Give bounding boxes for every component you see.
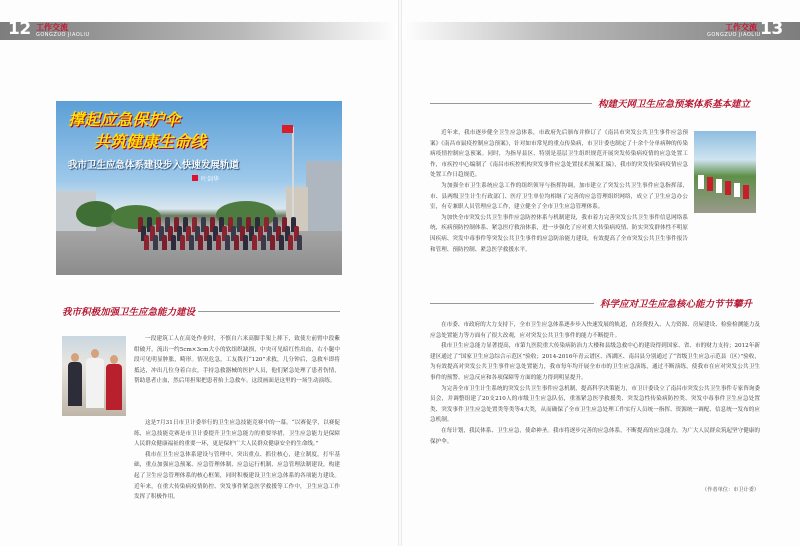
- right-top-article-heading: 构建天网卫生应急预案体系基本建立: [598, 99, 751, 110]
- hero-title-line1: 撑起应急保护伞: [68, 110, 181, 129]
- left-paragraph: 我市在卫生应急体系建设与管理中，突出重点、抓住核心，建立制度，打牢基础，重点加强应急预案、应急管理体制、应急运行机制、应急管理法制建设，构建起了卫生应急管理体系的核心框架，同时积极建设卫生应急体系的各项能力建设。近年来，在重大传染病疫情防控、突发事件紧急医学救援等工作中，卫生应急工作发挥了积极作用。: [134, 451, 340, 501]
- right-bottom-paragraph: 我市卫生应急能力显著提高，市第九医院重大传染病防治力大楼和县级急救中心的建设得到国家、省、市的财力支持；2012年新建区通过了“国家卫生应急综合示范区”验收；2014-2016年青云谱区、西湖区、南昌县分别通过了“省级卫生应急示范县（区）”验收，为有效提高对突发公共卫生事件应急处置能力，我市每年均开展全市市的卫生应急演练，通过不断演练，使我市在应对突发公共卫生事件的预警、应急反应和各项保障等方面的能力得到明显提升。: [430, 343, 760, 381]
- photo-figure: [86, 358, 104, 408]
- left-section-title: 工作交流: [36, 23, 68, 32]
- hero-crowd-person: [252, 235, 257, 250]
- page-gutter: [398, 0, 402, 546]
- hero-crowd-person: [261, 235, 266, 250]
- right-page-number: 13: [760, 19, 783, 39]
- photo-figure-head: [91, 349, 99, 358]
- left-article-heading: 我市积极加强卫生应急能力建设: [62, 307, 196, 318]
- hero-crowd-person: [243, 235, 248, 250]
- hero-crowd-person: [189, 235, 194, 250]
- hero-crowd-person: [270, 235, 275, 250]
- photo-figure: [68, 362, 82, 406]
- photo-figure: [698, 175, 704, 189]
- right-top-paragraph: 近年来，我市逐步健全卫生应急体系，市政府先后颁布并修订了《南昌市突发公共卫生事件应急预案》《南昌市鼠疫控制应急预案》，针对如市常见的重点传染病，市卫计委也制定了十余个分单病种的传染病疫情控制应急预案。同时，为指导县区、特别是基层卫生组织规范开展突发传染病疫情的应急处置工作，市疾控中心编制了《南昌市疾控机构突发事件应急处置技术预案汇编》，我市的突发传染病疫情应急处置工作日趋规范。: [430, 130, 688, 179]
- hero-flagpole: [292, 127, 294, 219]
- right-top-paragraph: 为加强全市卫生系统应急工作的组织领导与指挥协调，加市建立了突发公共卫生事件应急指挥部，市、县两级卫生计生行政部门、医疗卫生单位均相继了完善的应急管理组织网络，成立了卫生应急办公室，有专兼职人员管理应急工作，建立健全了全市卫生应急管理体系。: [430, 182, 688, 211]
- photo-figure-head: [110, 355, 118, 364]
- left-article-body-cont: [134, 418, 340, 503]
- article-author-credit: （作者单位：市卫计委）: [702, 487, 760, 493]
- right-bottom-article-heading: 科学应对卫生应急核心能力节节攀升: [600, 299, 753, 310]
- hero-photo: [56, 101, 342, 275]
- right-bottom-article-body: [430, 320, 760, 447]
- hero-flag: [282, 125, 293, 133]
- hero-crowd-person: [144, 235, 149, 250]
- hero-title-line2: 共筑健康生命线: [94, 132, 207, 151]
- hero-crowd-person: [198, 235, 203, 250]
- right-section-pinyin: GONGZUO JIAOLIU: [707, 32, 761, 38]
- hero-crowd-person: [207, 235, 212, 250]
- hero-crowd-person: [225, 235, 230, 250]
- hero-credit: 叶剑华: [201, 176, 220, 183]
- photo-figure: [106, 364, 122, 410]
- hero-building: [306, 161, 342, 231]
- right-top-article-body: [430, 128, 688, 255]
- hero-crowd-person: [288, 235, 293, 250]
- right-section-title: 工作交流: [725, 23, 757, 32]
- hero-credit-marker: [192, 175, 198, 181]
- right-top-paragraph: 为加快全市突发公共卫生事件应急防控体系与机制建设，我市着力完善突发公共卫生事件信息网络系统，疾病预防控制体系、紧急医疗救治体系，进一步强化了应对重大传染病疫情、防实突发群体性不明原因疾病、突发中毒事件等突发公共卫生事件的应急防治能力建设，有效提高了全市突发公共卫生事件报告和管理、预防控制、紧急医学救援水平。: [430, 214, 688, 253]
- hero-crowd-person: [234, 235, 239, 250]
- hero-subtitle: 我市卫生应急体系建设步入快速发展轨道: [68, 160, 240, 171]
- photo-figure: [716, 179, 722, 193]
- photo-figure-head: [71, 353, 79, 362]
- right-bottom-paragraph: 为完善全市卫生计生系统的突发公共卫生事件应急机制，提高科学决策能力，市卫计委设立了南昌市突发公共卫生事件专家咨询委员会，并调整组建了20支210人的市级卫生应急队伍，重塞紧急医学救援类、突发急性传染病防控类、突发中毒事件卫生应急处置类、突发事件卫生应急处置类等类等4大类，从而确保了全市卫生应急处理工作实行人员统一指挥、资源统一调配、信息统一发布的应急机制。: [430, 385, 760, 424]
- parade-photo: [694, 131, 756, 213]
- right-bottom-paragraph: 在每计划，我民体系、卫生应急，使命神圣。我市将逐步完善的应急体系，不断提高的应急能力，为广大人民群众筑起坚守健康的保护伞。: [430, 427, 760, 445]
- hero-crowd-person: [171, 235, 176, 250]
- left-paragraph: 这是7月31日市卫计委举行的卫生应急技能竞赛中的一幕。“以赛促学，以赛促练，应急技能竞赛是市卫计委提升卫生应急能力的重要举措，卫生应急能力是保障人民群众健康福祉的重要一环，更是保护广大人民群众健康安全的生命线。”: [134, 420, 340, 448]
- left-heading-rule: [198, 311, 340, 312]
- hero-crowd-person: [279, 235, 284, 250]
- hero-crowd-person: [162, 235, 167, 250]
- hero-crowd-person: [153, 235, 158, 250]
- hero-crowd-person: [216, 235, 221, 250]
- left-article-body: [134, 334, 340, 387]
- hero-tree: [76, 201, 116, 227]
- right-bottom-paragraph: 在市委、市政府的大力支持下，全市卫生应急体系逐步步入快速发展的轨道，在经费投入、人力资源、房屋建设、检验检测能力及应急处置能力等方面有了很大改观，应对突发公共卫生事件的能力不断提升。: [430, 322, 760, 339]
- hero-building: [286, 187, 308, 231]
- hero-crowd-person: [180, 235, 185, 250]
- left-page-number: 12: [8, 19, 31, 39]
- right-top-heading-rule: [430, 103, 592, 104]
- photo-figure: [734, 183, 740, 197]
- rescue-drill-photo: [62, 336, 126, 416]
- right-bottom-heading-rule: [430, 303, 594, 304]
- photo-figure: [725, 181, 731, 195]
- photo-figure: [707, 177, 713, 191]
- left-section-pinyin: GONGZUO JIAOLIU: [36, 32, 90, 38]
- left-paragraph: 一段建筑工人在高处作业时，不慎自六米高脚手架上摔下，致使左前臂中段紫绀破开，流出一约5cm×3cm大小的软组织缺损，中央可见暗红性出血，右小腿中段可见明显肿胀，畸形。情况危急，工友拨打“120”求救，几分钟后，急救车即将抵达，冲出几位身着白衣，手持急救器械的医护人员，他们紧急处理了患者伤情，帮助患者止血，然后用担架把患者抬上急救车。这段画面是这里的一场生动演练。: [134, 336, 340, 385]
- hero-crowd-person: [297, 235, 302, 250]
- photo-figure: [743, 185, 749, 199]
